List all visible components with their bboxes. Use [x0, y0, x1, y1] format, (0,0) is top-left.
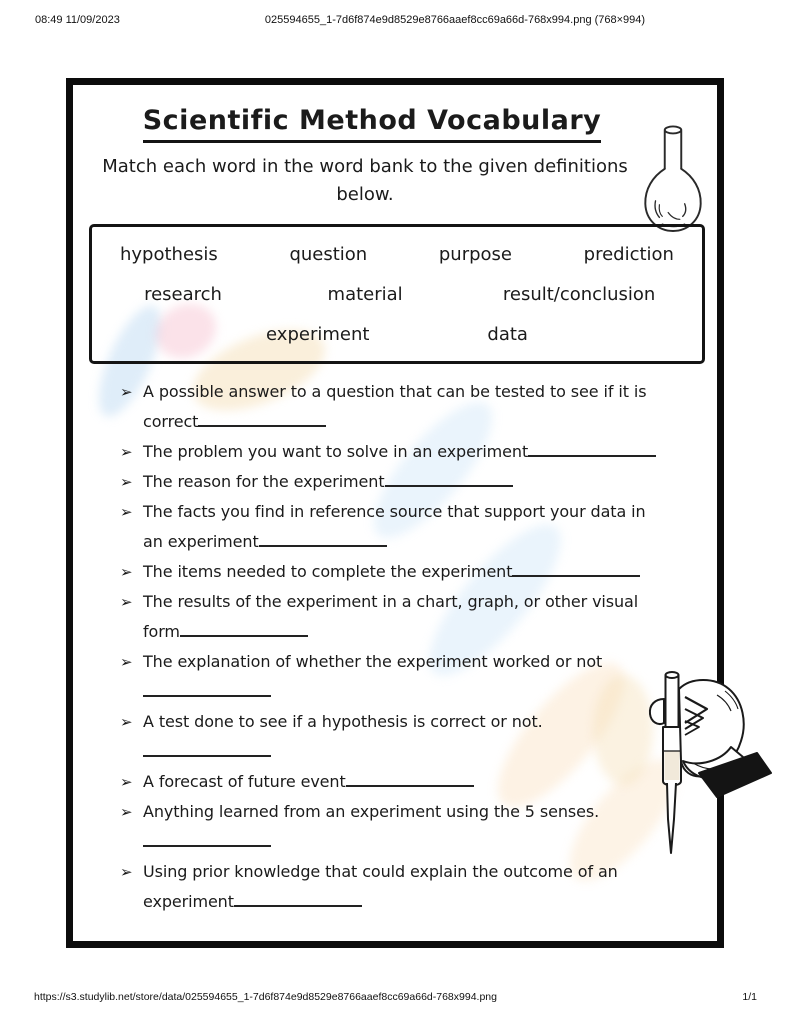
definition-item [120, 707, 707, 767]
answer-blank [143, 744, 271, 757]
definition-item [120, 767, 707, 797]
worksheet-page [66, 78, 724, 948]
definition-text: The explanation of whether the experiment worked or not [143, 647, 707, 707]
print-header [0, 14, 791, 32]
definition-item [120, 497, 707, 557]
word-bank-word: data [487, 323, 528, 345]
word-bank-word: experiment [266, 323, 370, 345]
word-bank-row [92, 234, 702, 274]
instructions-line-1: Match each word in the word bank to the given definitions [102, 156, 628, 178]
definition-text: The items needed to complete the experiment [143, 557, 707, 587]
word-bank-row [92, 314, 702, 354]
answer-blank [234, 894, 362, 907]
definition-text: The reason for the experiment [143, 467, 707, 497]
arrow-bullet-icon: ➢ [120, 653, 133, 672]
definition-text: The results of the experiment in a chart, graph, or other visual form [143, 592, 639, 642]
worksheet-instructions [73, 153, 717, 209]
definition-item [120, 557, 707, 587]
arrow-bullet-icon: ➢ [120, 473, 133, 492]
word-bank-word: question [289, 243, 368, 265]
answer-blank [198, 414, 326, 427]
print-timestamp: 08:49 11/09/2023 [35, 14, 120, 26]
definition-text: A possible answer to a question that can be tested to see if it is correct [143, 382, 647, 432]
word-bank-word: prediction [583, 243, 674, 265]
answer-blank [259, 534, 387, 547]
worksheet-title: Scientific Method Vocabulary [143, 105, 602, 143]
definition-item [120, 587, 707, 647]
word-bank-box [89, 224, 705, 364]
arrow-bullet-icon: ➢ [120, 863, 133, 882]
definition-text: A forecast of future event [143, 767, 707, 797]
page-indicator: 1/1 [742, 991, 757, 1003]
print-footer [0, 991, 791, 1007]
flask-icon [639, 123, 707, 235]
definition-text: A test done to see if a hypothesis is correct or not. [143, 707, 707, 767]
answer-blank [512, 564, 640, 577]
arrow-bullet-icon: ➢ [120, 803, 133, 822]
print-filename: 025594655_1-7d6f874e9d8529e8766aaef8cc69a66d-768x994.png (768×994) [264, 14, 646, 26]
word-bank-word: hypothesis [120, 243, 218, 265]
arrow-bullet-icon: ➢ [120, 383, 133, 402]
answer-blank [143, 834, 271, 847]
answer-blank [528, 444, 656, 457]
definition-item [120, 647, 707, 707]
hand-pipette-icon [633, 669, 773, 859]
word-bank-word: purpose [438, 243, 512, 265]
definition-text: The facts you find in reference source that support your data in an experiment [143, 502, 646, 552]
definition-text: Anything learned from an experiment using the 5 senses. [143, 797, 707, 857]
instructions-line-2: below. [336, 184, 394, 206]
definition-item [120, 437, 707, 467]
arrow-bullet-icon: ➢ [120, 773, 133, 792]
definition-item [120, 377, 707, 437]
arrow-bullet-icon: ➢ [120, 563, 133, 582]
definition-item [120, 467, 707, 497]
definitions-list [73, 377, 717, 917]
answer-blank [346, 774, 474, 787]
answer-blank [143, 684, 271, 697]
definition-item [120, 857, 707, 917]
word-bank-word: result/conclusion [502, 283, 656, 305]
answer-blank [180, 624, 308, 637]
arrow-bullet-icon: ➢ [120, 443, 133, 462]
answer-blank [385, 474, 513, 487]
word-bank-word: material [327, 283, 403, 305]
word-bank-row [92, 274, 702, 314]
arrow-bullet-icon: ➢ [120, 593, 133, 612]
word-bank-rows [92, 234, 702, 354]
word-bank-word: research [144, 283, 222, 305]
arrow-bullet-icon: ➢ [120, 503, 133, 522]
source-url: https://s3.studylib.net/store/data/025594655_1-7d6f874e9d8529e8766aaef8cc69a66d-768x994.png [34, 991, 497, 1003]
definition-text: The problem you want to solve in an experiment [143, 437, 707, 467]
arrow-bullet-icon: ➢ [120, 713, 133, 732]
definition-text: Using prior knowledge that could explain the outcome of an experiment [143, 862, 618, 912]
definition-item [120, 797, 707, 857]
